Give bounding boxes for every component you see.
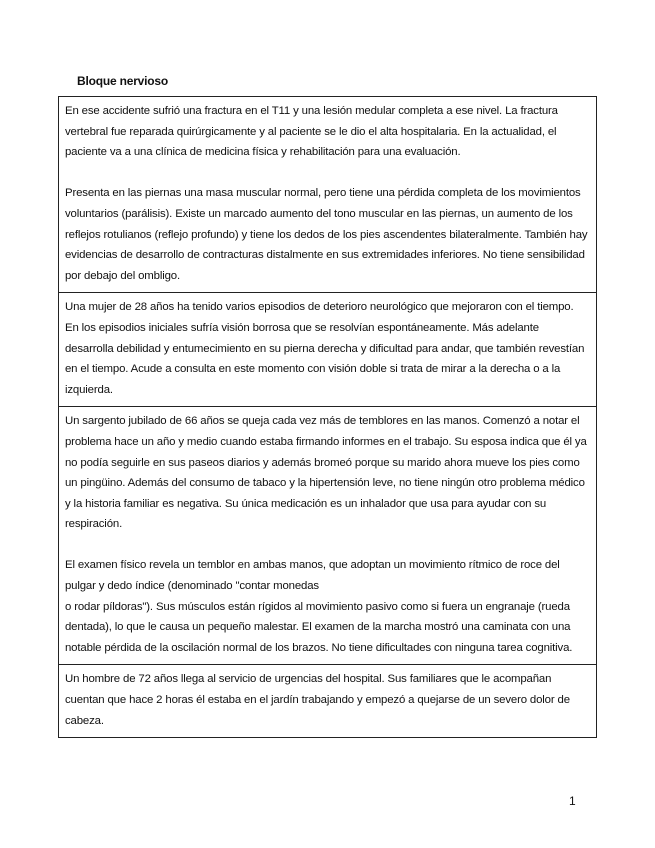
case-paragraph: El examen físico revela un temblor en ambas manos, que adoptan un movimiento rítmico de roce del pulgar y dedo índice (denominado "contar monedas: [65, 559, 560, 593]
case-paragraph: o rodar píldoras"). Sus músculos están rígidos al movimiento pasivo como si fuera un engranaje (rueda dentada), lo que le causa un pequeño malestar. El examen de la marcha mostró una caminata con una notable pérdida de la oscilación normal de los brazos. No tiene dificultades con ninguna tarea cognitiva.: [65, 600, 573, 654]
case-paragraph: En ese accidente sufrió una fractura en el T11 y una lesión medular completa a ese nivel. La fractura vertebral fue reparada quirúrgicamente y al paciente se le dio el alta hospitalaria. En la actualidad, el paciente va a una clínica de medicina física y rehabilitación para una evaluación.: [65, 105, 558, 159]
case-cell-1: [59, 97, 597, 293]
case-paragraph: Una mujer de 28 años ha tenido varios episodios de deterioro neurológico que mejoraron con el tiempo. En los episodios iniciales sufría visión borrosa que se resolvían espontáneamente. Más adelante desarrolla debilidad y entumecimiento en su pierna derecha y dificultad para andar, que también revestían en el tiempo. Acude a consulta en este momento con visión doble si trata de mirar a la derecha o a la izquierda.: [65, 301, 585, 396]
page-number: 1: [569, 794, 576, 808]
case-paragraph: Presenta en las piernas una masa muscular normal, pero tiene una pérdida completa de los movimientos voluntarios (parálisis). Existe un marcado aumento del tono muscular en las piernas, un aumento de los reflejos rotulianos (reflejo profundo) y tiene los dedos de los pies ascendentes bilateralmente. También hay evidencias de desarrollo de contracturas distalmente en sus extremidades inferiores. No tiene sensibilidad por debajo del ombligo.: [65, 187, 588, 282]
case-paragraph: Un sargento jubilado de 66 años se queja cada vez más de temblores en las manos. Comenzó a notar el problema hace un año y medio cuando estaba firmando informes en el trabajo. Su esposa indica que él ya no podía seguirle en sus paseos diarios y además bromeó porque su marido ahora mueve los pies como un pingüino. Además del consumo de tabaco y la hipertensión leve, no tiene ningún otro problema médico y la historia familiar es negativa. Su única medicación es un inhalador que usa para ayudar con su respiración.: [65, 415, 587, 531]
case-cell-2: [59, 293, 597, 407]
section-heading: Bloque nervioso: [77, 74, 169, 88]
case-cell-4: [59, 665, 597, 738]
case-table: [58, 96, 597, 738]
case-cell-3: [59, 407, 597, 665]
case-paragraph: Un hombre de 72 años llega al servicio de urgencias del hospital. Sus familiares que le acompañan cuentan que hace 2 horas él estaba en el jardín trabajando y empezó a quejarse de un severo dolor de cabeza.: [65, 673, 570, 727]
